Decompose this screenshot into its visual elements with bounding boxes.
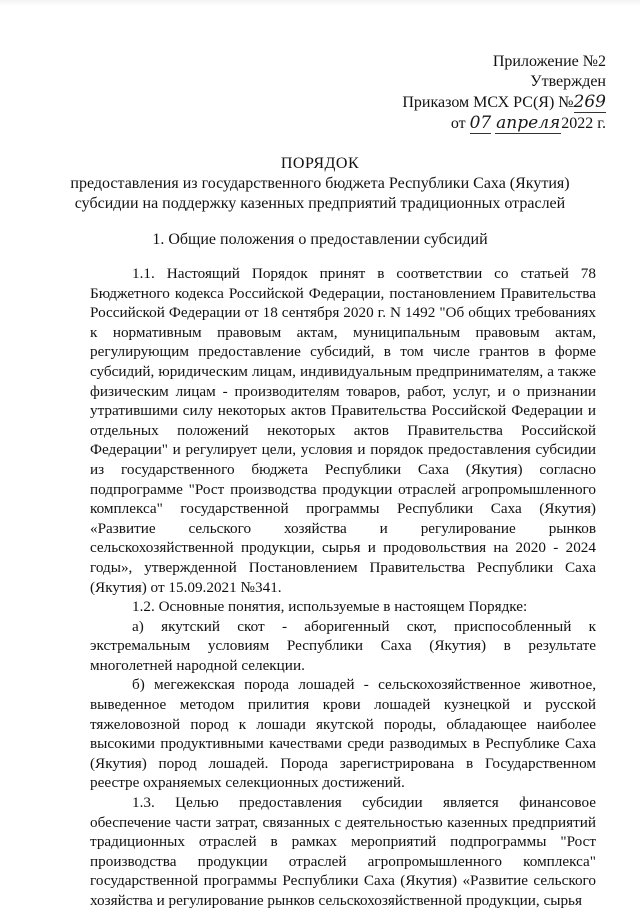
paragraph-1-1: 1.1. Настоящий Порядок принят в соответствии со статьей 78 Бюджетного кодекса Российской Федерации, постановлением Правительства Российской Федерации от 18 сентября 2020 г. N 1492 "Об общих требованиях к нормативным правовым актам, муниципальным правовым актам, регулирующим предоставление субсидий, в том числе грантов в форме субсидий, юридическим лицам, индивидуальным предпринимателям, а также физическим лицам - производителям товаров, работ, услуг, и о признании утратившими силу некоторых актов Правительства Российской Федерации и отдельных положений некоторых актов Правительства Российской Федерации" и регулирует цели, условия и порядок предоставления субсидии из государственного бюджета Республики Саха (Якутия) согласно подпрограмме "Рост производства продукции отраслей агропромышленного комплекса" государственной программы Республики Саха (Якутия) «Развитие сельского хозяйства и регулирование рынков сельскохозяйственной продукции, сырья и продовольствия на 2020 - 2024 годы», утвержденной Постановлением Правительства Республики Саха (Якутия) от 15.09.2021 №341. xyxy=(90,265,596,596)
document-subtitle-line-2: субсидии на поддержку казенных предприятий традиционных отраслей xyxy=(74,195,566,212)
order-prefix: Приказом МСХ РС(Я) № xyxy=(402,94,574,111)
document-subtitle-line-1: предоставления из государственного бюджета Республики Саха (Якутия) xyxy=(70,175,570,192)
order-line xyxy=(402,92,606,113)
document-title: ПОРЯДОК xyxy=(280,155,360,172)
appendix-label: Приложение №2 xyxy=(492,53,606,70)
scan-top-edge xyxy=(0,0,640,6)
date-prefix: от xyxy=(450,115,466,132)
paragraph-1-3: 1.3. Целью предоставления субсидии является финансовое обеспечение части затрат, связанных с деятельностью казенных предприятий традиционных отраслей в рамках мероприятий подпрограммы "Рост производства продукции отраслей агропромышленного комплекса" государственной программы Республики Саха (Якутия) «Развитие сельского хозяйства и регулирование рынков сельскохозяйственной продукции, сырья xyxy=(90,794,596,909)
section-heading: 1. Общие положения о предоставлении субсидий xyxy=(152,231,488,248)
date-year: 2022 г. xyxy=(561,115,606,132)
date-line xyxy=(402,113,606,134)
handwritten-date-day: 07 xyxy=(469,113,492,133)
approved-label: Утвержден xyxy=(530,73,606,90)
paragraph-definition-a: а) якутский скот - аборигенный скот, приспособленный к экстремальным условиям Республики Саха (Якутия) в результате многолетней народной селекции. xyxy=(90,617,596,674)
approval-block xyxy=(402,52,606,134)
document-body xyxy=(90,264,596,911)
paragraph-1-2: 1.2. Основные понятия, используемые в настоящем Порядке: xyxy=(132,598,528,616)
paragraph-definition-b: б) мегежекская порода лошадей - сельскохозяйственное животное, выведенное методом прилития крови лошадей кузнецкой и русской тяжеловозной пород к лошади якутской породы, обладающее наиболее высокими продуктивными качествами среди разводимых в Республике Саха (Якутия) пород лошадей. Порода зарегистрирована в Государственном реестре охраняемых селекционных достижений. xyxy=(90,676,596,792)
handwritten-order-number: 269 xyxy=(573,92,606,112)
handwritten-date-month: апреля xyxy=(496,113,561,133)
